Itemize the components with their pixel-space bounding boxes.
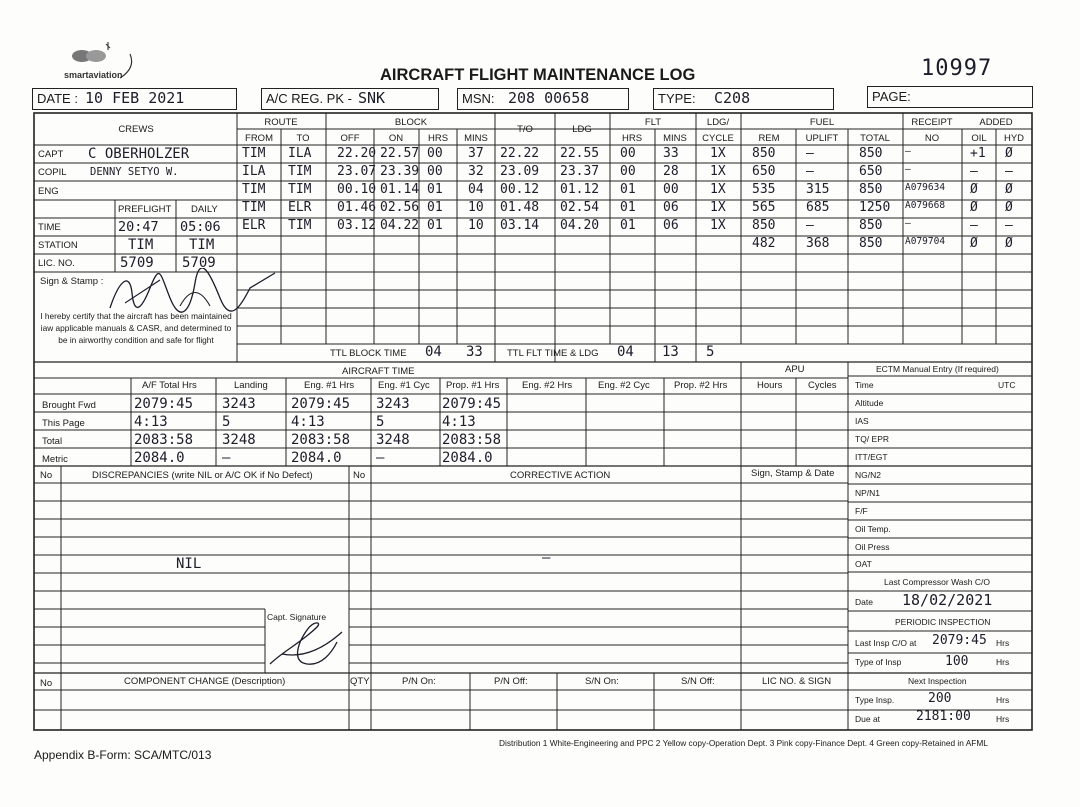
ectm-title: ECTM Manual Entry (If required) <box>876 364 999 374</box>
aircraft-time-header: Eng. #2 Cyc <box>598 380 650 391</box>
receipt-no-header: NO <box>924 133 940 144</box>
flight-on: 04.22 <box>380 218 420 233</box>
hyd-added: Ø <box>1005 146 1013 161</box>
ectm-field-label: ITT/EGT <box>855 452 888 462</box>
last-insp-label: Last Insp C/O at <box>855 638 917 648</box>
flight-on: 22.57 <box>380 146 420 161</box>
fuel-uplift: 368 <box>806 236 830 251</box>
ectm-field-label: Oil Press <box>855 542 890 552</box>
flight-block-hrs: 00 <box>427 146 443 161</box>
ectm-field-label: NP/N1 <box>855 488 881 498</box>
flt-hrs-header: HRS <box>621 133 643 144</box>
fuel-rem: 565 <box>752 200 776 215</box>
aircraft-time-header: Eng. #1 Hrs <box>304 380 355 391</box>
on-header: ON <box>388 133 404 144</box>
sn-off-label: S/N Off: <box>681 676 715 687</box>
total-header: TOTAL <box>860 133 890 144</box>
fuel-total: 850 <box>859 146 883 161</box>
ectm-field-label: Altitude <box>855 398 884 408</box>
certification-statement: I hereby certify that the aircraft has been maintained iaw applicable manuals & CASR, and determined to be in airworthy condition and safe for flight <box>40 311 232 345</box>
ttl-block-mins: 33 <box>466 344 483 360</box>
aircraft-time-header: Eng. #2 Hrs <box>522 380 573 391</box>
aircraft-time-cell: 2084.0 <box>442 450 493 466</box>
uplift-header: UPLIFT <box>805 133 839 144</box>
fuel-total: 850 <box>859 218 883 233</box>
preflight-time: 20:47 <box>118 219 159 235</box>
receipt-no: A079634 <box>905 182 946 193</box>
crew-copil-value: DENNY SETYO W. <box>90 166 179 178</box>
receipt-no: — <box>905 164 911 175</box>
flight-to: TIM <box>288 218 312 233</box>
logo-text: smartaviation <box>64 70 123 80</box>
type-insp2-hrs: Hrs <box>996 695 1010 705</box>
aircraft-time-cell: — <box>376 450 385 466</box>
type-insp-hrs: Hrs <box>996 657 1010 667</box>
aircraft-time-header: A/F Total Hrs <box>142 380 197 391</box>
flight-from: TIM <box>242 200 266 215</box>
aircraft-time-cell: 2084.0 <box>134 450 185 466</box>
ldg-header: LDG <box>572 124 592 135</box>
flight-hrs: 01 <box>620 218 636 233</box>
ectm-utc-label: UTC <box>998 380 1016 390</box>
flight-cycle: 1X <box>710 146 726 161</box>
flight-block-mins: 32 <box>468 164 484 179</box>
compressor-wash-label: Last Compressor Wash C/O <box>884 577 990 587</box>
fuel-uplift: — <box>806 164 814 179</box>
fuel-uplift: — <box>806 218 814 233</box>
hyd-added: Ø <box>1005 200 1013 215</box>
crew-capt-label: CAPT <box>38 149 64 160</box>
flight-takeoff: 23.09 <box>500 164 540 179</box>
daily-station: TIM <box>189 237 215 253</box>
fuel-rem: 535 <box>752 182 776 197</box>
receipt-no: A079668 <box>905 200 946 211</box>
ttl-block-hrs: 04 <box>425 344 442 360</box>
fuel-total: 850 <box>859 236 883 251</box>
ttl-flt-mins: 13 <box>662 344 679 360</box>
aircraft-time-header: Prop. #1 Hrs <box>446 380 500 391</box>
flight-cycle: 1X <box>710 200 726 215</box>
ectm-field-label: Oil Temp. <box>855 524 891 534</box>
aircraft-time-cell: 3248 <box>222 432 256 448</box>
receipt-header: RECEIPT <box>911 117 953 128</box>
qty-label: QTY <box>350 676 370 687</box>
crews-header: CREWS <box>118 124 154 135</box>
hyd-header: HYD <box>1003 133 1025 144</box>
flight-landing: 23.37 <box>560 164 600 179</box>
flight-hrs: 00 <box>620 164 636 179</box>
flight-from: TIM <box>242 182 266 197</box>
hyd-added: Ø <box>1005 182 1013 197</box>
fuel-header: FUEL <box>809 117 835 128</box>
added-header: ADDED <box>979 117 1013 128</box>
lic-no-label: LIC. NO. <box>38 258 75 269</box>
discrepancy-title: DISCREPANCIES (write NIL or A/C OK if No Defect) <box>92 470 313 481</box>
flight-block-hrs: 01 <box>427 218 443 233</box>
appendix-footer: Appendix B-Form: SCA/MTC/013 <box>34 748 212 762</box>
compressor-date-label: Date <box>855 597 873 607</box>
aircraft-time-cell: — <box>222 450 231 466</box>
flight-from: TIM <box>242 146 266 161</box>
ldg-cycle-header-2: CYCLE <box>702 133 734 144</box>
due-at-label: Due at <box>855 714 881 724</box>
aircraft-time-row-label: Metric <box>42 454 68 465</box>
apu-cycles: Cycles <box>808 380 837 391</box>
component-no-label: No <box>40 678 53 689</box>
date-label: DATE : <box>37 91 78 106</box>
ttl-ldg: 5 <box>706 344 715 360</box>
flight-block-mins: 37 <box>468 146 484 161</box>
off-header: OFF <box>340 133 360 144</box>
msn-value: 208 00658 <box>508 89 590 107</box>
flight-landing: 04.20 <box>560 218 600 233</box>
flight-mins: 06 <box>663 200 679 215</box>
oil-added: Ø <box>970 182 978 197</box>
daily-time: 05:06 <box>180 219 221 235</box>
flight-takeoff: 00.12 <box>500 182 540 197</box>
discrepancy-entry: NIL <box>176 556 202 572</box>
receipt-no: — <box>905 146 911 157</box>
corrective-action-title: CORRECTIVE ACTION <box>510 470 611 481</box>
fuel-uplift: 315 <box>806 182 830 197</box>
flight-mins: 00 <box>663 182 679 197</box>
flight-mins: 33 <box>663 146 679 161</box>
last-insp-value: 2079:45 <box>932 633 987 648</box>
receipt-no: — <box>905 218 911 229</box>
msn-label: MSN: <box>462 91 495 106</box>
flight-landing: 02.54 <box>560 200 600 215</box>
mins-header: MINS <box>464 133 488 144</box>
flight-landing: 22.55 <box>560 146 600 161</box>
due-at-hrs: Hrs <box>996 714 1010 724</box>
oil-header: OIL <box>971 133 987 144</box>
flight-landing: 01.12 <box>560 182 600 197</box>
flight-cycle: 1X <box>710 182 726 197</box>
apu-title: APU <box>785 364 805 375</box>
type-insp-label: Type of Insp <box>855 657 902 667</box>
preflight-label: PREFLIGHT <box>118 204 172 215</box>
aircraft-time-header: Eng. #1 Cyc <box>378 380 430 391</box>
crew-capt-value: C OBERHOLZER <box>88 146 190 162</box>
flight-cycle: 1X <box>710 164 726 179</box>
ectm-field-label: OAT <box>855 559 872 569</box>
flight-cycle: 1X <box>710 218 726 233</box>
form-serial-number: 10997 <box>921 56 993 81</box>
ectm-field-label: F/F <box>855 506 868 516</box>
flight-takeoff: 03.14 <box>500 218 540 233</box>
aircraft-time-cell: 4:13 <box>291 414 325 430</box>
fuel-total: 850 <box>859 182 883 197</box>
aircraft-time-cell: 2079:45 <box>291 396 351 412</box>
aircraft-time-row-label: Brought Fwd <box>42 400 96 411</box>
flight-to: ELR <box>288 200 312 215</box>
last-insp-hrs: Hrs <box>996 638 1010 648</box>
flight-off: 23.07 <box>337 164 377 179</box>
captain-signature-icon <box>262 612 352 674</box>
to-time-header: T/O <box>517 124 533 135</box>
aircraft-time-cell: 3248 <box>376 432 410 448</box>
flt-mins-header: MINS <box>663 133 687 144</box>
ectm-field-label: IAS <box>855 416 869 426</box>
flight-to: ILA <box>288 146 312 161</box>
flight-block-mins: 04 <box>468 182 484 197</box>
flight-mins: 28 <box>663 164 679 179</box>
aircraft-time-cell: 2084.0 <box>291 450 342 466</box>
station-label: STATION <box>38 240 78 251</box>
ttl-block-label: TTL BLOCK TIME <box>330 348 407 359</box>
flight-on: 23.39 <box>380 164 420 179</box>
sign-stamp-date-label: Sign, Stamp & Date <box>751 468 835 479</box>
oil-added: — <box>970 218 978 233</box>
pn-on-label: P/N On: <box>402 676 436 687</box>
fuel-total: 650 <box>859 164 883 179</box>
oil-added: +1 <box>970 146 986 161</box>
fuel-rem: 850 <box>752 146 776 161</box>
type-label: TYPE: <box>658 91 696 106</box>
corrective-entry: — <box>542 550 551 566</box>
flight-to: TIM <box>288 164 312 179</box>
ectm-field-label: NG/N2 <box>855 470 881 480</box>
capt-signature-label: Capt. Signature <box>267 612 327 622</box>
fuel-rem: 850 <box>752 218 776 233</box>
aircraft-time-cell: 4:13 <box>134 414 168 430</box>
aircraft-time-row-label: This Page <box>42 418 85 429</box>
aircraft-time-title: AIRCRAFT TIME <box>342 366 415 377</box>
oil-added: Ø <box>970 236 978 251</box>
discrepancy-no-label: No <box>40 470 53 481</box>
distribution-footer: Distribution 1 White-Engineering and PPC 2 Yellow copy-Operation Dept. 3 Pink copy-Finance Dept. 4 Green copy-Retained in AFML <box>499 738 988 748</box>
oil-added: — <box>970 164 978 179</box>
flight-off: 22.20 <box>337 146 377 161</box>
acreg-label: A/C REG. PK - <box>266 91 352 106</box>
fuel-uplift: — <box>806 146 814 161</box>
rem-header: REM <box>758 133 780 144</box>
aircraft-time-cell: 2083:58 <box>442 432 502 448</box>
to-header: TO <box>296 133 310 144</box>
preflight-lic: 5709 <box>120 255 154 271</box>
crew-copil-label: COPIL <box>38 167 67 178</box>
daily-label: DAILY <box>191 204 218 215</box>
pn-off-label: P/N Off: <box>494 676 528 687</box>
aircraft-time-cell: 2079:45 <box>442 396 502 412</box>
apu-hours: Hours <box>757 380 783 391</box>
fuel-total: 1250 <box>859 200 891 215</box>
hyd-added: Ø <box>1005 236 1013 251</box>
flight-hrs: 01 <box>620 200 636 215</box>
receipt-no: A079704 <box>905 236 946 247</box>
next-inspection-label: Next Inspection <box>908 676 967 686</box>
flight-block-mins: 10 <box>468 200 484 215</box>
ldg-cycle-header: LDG/ <box>706 117 730 128</box>
flight-from: ILA <box>242 164 266 179</box>
flight-to: TIM <box>288 182 312 197</box>
ttl-flt-hrs: 04 <box>617 344 634 360</box>
page-label: PAGE: <box>872 89 911 104</box>
sign-stamp-label: Sign & Stamp : <box>40 276 104 287</box>
flight-block-hrs: 00 <box>427 164 443 179</box>
hrs-header: HRS <box>427 133 449 144</box>
from-header: FROM <box>245 133 273 144</box>
ectm-time-label: Time <box>855 380 874 390</box>
type-insp-value: 100 <box>945 654 969 669</box>
flight-takeoff: 22.22 <box>500 146 540 161</box>
aircraft-time-row-label: Total <box>42 436 63 447</box>
flight-on: 02.56 <box>380 200 420 215</box>
flight-mins: 06 <box>663 218 679 233</box>
daily-lic: 5709 <box>182 255 216 271</box>
flight-off: 00.10 <box>337 182 377 197</box>
component-title: COMPONENT CHANGE (Description) <box>124 676 286 687</box>
time-label: TIME <box>38 222 61 233</box>
fuel-rem: 650 <box>752 164 776 179</box>
flight-hrs: 00 <box>620 146 636 161</box>
fuel-uplift: 685 <box>806 200 830 215</box>
type-insp2-label: Type Insp. <box>855 695 895 705</box>
corrective-no-label: No <box>353 470 366 481</box>
hyd-added: — <box>1005 164 1013 179</box>
aircraft-time-cell: 2083:58 <box>134 432 194 448</box>
aircraft-time-cell: 5 <box>222 414 231 430</box>
page-title: AIRCRAFT FLIGHT MAINTENANCE LOG <box>380 66 696 84</box>
aircraft-time-cell: 3243 <box>376 396 410 412</box>
route-header: ROUTE <box>264 117 298 128</box>
date-value: 10 FEB 2021 <box>85 89 185 107</box>
preflight-station: TIM <box>128 237 154 253</box>
aircraft-time-cell: 4:13 <box>442 414 476 430</box>
ectm-field-label: TQ/ EPR <box>855 434 890 444</box>
flight-off: 03.12 <box>337 218 377 233</box>
flight-block-hrs: 01 <box>427 182 443 197</box>
ttl-flt-label: TTL FLT TIME & LDG <box>507 348 599 359</box>
acreg-value: SNK <box>358 89 386 107</box>
aircraft-time-cell: 2083:58 <box>291 432 351 448</box>
flt-header: FLT <box>644 117 662 128</box>
aircraft-time-cell: 3243 <box>222 396 256 412</box>
hyd-added: — <box>1005 218 1013 233</box>
crew-eng-label: ENG <box>38 186 59 197</box>
aircraft-time-header: Landing <box>234 380 268 391</box>
lic-sign-label: LIC NO. & SIGN <box>762 676 832 687</box>
aircraft-time-cell: 5 <box>376 414 385 430</box>
compressor-date-value: 18/02/2021 <box>902 591 993 609</box>
flight-on: 01.14 <box>380 182 420 197</box>
flight-off: 01.46 <box>337 200 377 215</box>
type-insp2-value: 200 <box>928 691 952 706</box>
aircraft-time-cell: 2079:45 <box>134 396 194 412</box>
due-at-value: 2181:00 <box>916 709 971 724</box>
periodic-inspection-label: PERIODIC INSPECTION <box>895 617 991 627</box>
block-header: BLOCK <box>394 117 428 128</box>
flight-block-hrs: 01 <box>427 200 443 215</box>
sn-on-label: S/N On: <box>585 676 619 687</box>
flight-takeoff: 01.48 <box>500 200 540 215</box>
flight-from: ELR <box>242 218 266 233</box>
flight-hrs: 01 <box>620 182 636 197</box>
aircraft-time-header: Prop. #2 Hrs <box>674 380 728 391</box>
oil-added: Ø <box>970 200 978 215</box>
fuel-rem: 482 <box>752 236 776 251</box>
flight-block-mins: 10 <box>468 218 484 233</box>
type-value: C208 <box>714 89 751 107</box>
